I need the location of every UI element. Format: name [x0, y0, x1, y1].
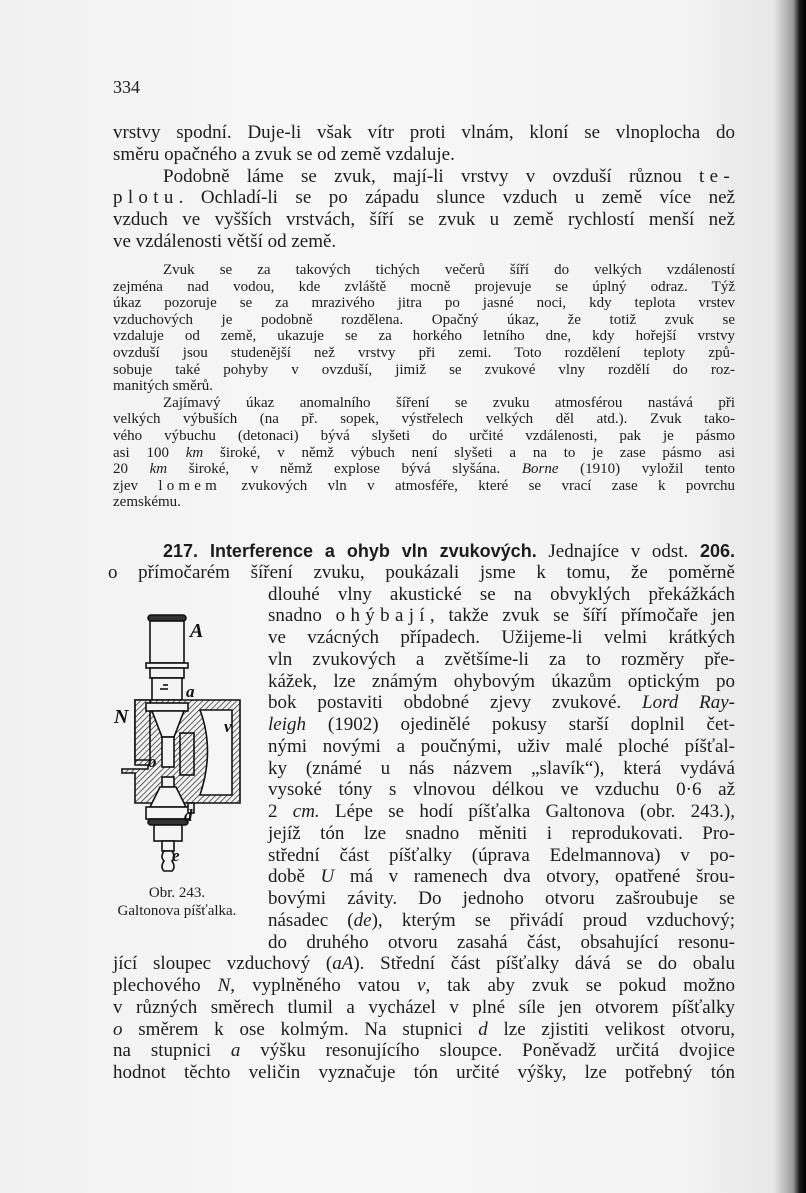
text-segment: Jednajíce v odst.	[536, 541, 700, 562]
small-line	[113, 262, 735, 278]
text-segment: o	[113, 1018, 123, 1040]
text-segment: km	[185, 444, 204, 461]
text-segment: asi 100	[113, 444, 186, 461]
text-segment: cm.	[292, 801, 320, 822]
text-segment: 20	[113, 461, 150, 478]
section-line	[268, 888, 735, 910]
section-line	[113, 540, 735, 562]
text-segment: vého výbuchu (detonaci) bývá slyšeti do určité vzdálenosti, pak je pásmo	[113, 428, 735, 444]
text-segment: nými novými a poučnými, uživ malé ploché píšťal-	[268, 735, 735, 757]
small-line	[113, 378, 735, 394]
small-line	[113, 478, 735, 494]
section-line	[268, 627, 735, 649]
text-segment: dlouhé vlny akustické se na obvyklých překážkách	[268, 583, 735, 605]
section-line	[268, 758, 735, 780]
small-line	[113, 411, 735, 427]
text-segment: vysoké tóny s vlnovou délkou ve vzduchu 0·6 až	[268, 779, 735, 801]
text-segment: hodnot těchto veličin vyznačuje tón určité výšky, lze potřebný tón	[113, 1062, 735, 1083]
text-segment: době	[268, 866, 321, 888]
label-a: a	[186, 682, 195, 701]
text-segment: ), kterým se přivádí proud vzduchový;	[371, 909, 735, 931]
text-segment: široké, v němž výbuch není slyšeti a na to je zase pásmo asi	[203, 444, 736, 461]
text-segment: (1910) vyložil tento	[558, 461, 736, 478]
page-number: 334	[113, 77, 140, 97]
section-line	[113, 953, 735, 975]
text-segment: lze zjistiti velikost otvoru,	[487, 1018, 735, 1040]
text-segment: ve vzácných případech. Užijeme-li velmi krátkých	[268, 627, 735, 648]
section-line	[268, 605, 735, 627]
text-segment: , tak aby zvuk se pokud možno	[425, 975, 735, 996]
text-segment: leigh	[268, 714, 306, 735]
text-segment: Podobně láme se zvuk, mají-li vrstvy v ovzduší různou	[163, 165, 699, 187]
text-segment: , takže zvuk se šíří přímočaře jen	[429, 605, 736, 627]
figure-caption-title: Galtonova píšťalka.	[117, 903, 237, 919]
text-segment: ohýbají	[335, 605, 430, 627]
text-segment: (1902) ojedinělé pokusy starší doplnil čet-	[306, 714, 735, 735]
text-segment: střední část píšťalky (úprava Edelmannova) v po-	[268, 844, 735, 866]
section-line	[268, 866, 735, 888]
text-segment: ). Střední část píšťalky dává se do obalu	[353, 953, 735, 975]
text-segment: manitých směrů.	[113, 378, 213, 395]
text-segment: U	[320, 866, 335, 888]
text-segment: zemskému.	[113, 494, 181, 511]
text-segment: Zajímavý úkaz anomalního šíření se zvuku atmosférou nastává při	[163, 394, 735, 411]
small-line	[113, 445, 735, 461]
text-segment: směru opačného a zvuk se od země vzdaluje.	[113, 143, 455, 165]
section-line	[268, 932, 735, 954]
text-segment: směrem k ose kolmým. Na stupnici	[122, 1018, 479, 1040]
small-line	[113, 279, 735, 295]
text-segment: d	[478, 1018, 488, 1040]
text-segment: km	[149, 461, 168, 478]
text-segment: násadec (	[268, 909, 354, 931]
text-segment: a	[230, 1040, 241, 1062]
section-line	[268, 910, 735, 932]
label-v: v	[224, 717, 232, 736]
text-segment: plechového	[113, 975, 218, 996]
section-line	[268, 692, 735, 714]
small-line	[113, 328, 735, 344]
heading-text: 206.	[699, 541, 736, 561]
section-line	[113, 997, 735, 1019]
text-segment: kážek, lze známým ohybovým úkazům optickým po	[268, 670, 735, 692]
section-line	[268, 736, 735, 758]
section-line	[268, 714, 735, 736]
section-line	[113, 1062, 735, 1084]
text-segment: zjev	[113, 477, 159, 494]
heading-text: 217. Interference a ohyb vln zvukových.	[163, 541, 537, 561]
text-segment: lomem	[158, 477, 222, 494]
para1-line	[113, 209, 735, 231]
label-o: o	[148, 752, 157, 771]
label-d: d	[184, 806, 193, 825]
text-segment: te-	[699, 165, 735, 187]
section-line	[268, 584, 735, 606]
text-segment: bovými závity. Do jednoho otvoru zašroubuje se	[268, 888, 735, 909]
text-segment: ve vzdálenosti větší od země.	[113, 231, 337, 252]
text-segment: do druhého otvoru zasahá část, obsahující resonu-	[268, 931, 735, 953]
text-segment: vzdaluje od země, ukazuje se za horkého letního dne, kdy hořejší vrstvy	[113, 328, 735, 345]
text-segment: vrstvy spodní. Duje-li však vítr proti vlnám, kloní se vlnoplocha do	[113, 122, 735, 143]
small-line	[113, 428, 735, 444]
text-segment: plotu	[113, 187, 179, 209]
text-segment: aA	[332, 953, 354, 975]
text-segment: na stupnici	[113, 1040, 231, 1062]
text-segment: Borne	[521, 461, 559, 478]
text-segment: bok postaviti obdobné zjevy zvukové.	[268, 692, 642, 714]
section-line	[268, 823, 735, 845]
text-segment: N	[217, 975, 231, 996]
galton-whistle-illustration	[100, 605, 270, 885]
text-segment: úkaz pozoruje se za mrazivého jitra po jasné noci, kdy teplota vrstev	[113, 295, 735, 312]
text-segment: široké, v němž explose bývá slyšána.	[167, 461, 522, 478]
small-line	[113, 494, 735, 510]
small-line	[113, 345, 735, 361]
para1-line	[113, 166, 735, 188]
text-segment: v různých směrech tlumil a vycházel v plné síle jen otvorem píšťalky	[113, 996, 735, 1018]
section-line	[268, 671, 735, 693]
text-segment: vln zvukových a zvětšíme-li za to rozměry pře-	[268, 648, 735, 670]
figure-galton-whistle	[100, 605, 270, 890]
text-segment: ky (známé u nás názvem „slavík“), která vydává	[268, 757, 735, 779]
section-line	[113, 1040, 735, 1062]
text-segment: výšku resonujícího sloupce. Poněvadž určitá dvojice	[240, 1040, 735, 1062]
section-line	[268, 779, 735, 801]
text-segment: zejména nad vodou, kde zvláště mocně projevuje se úplný odraz. Týž	[113, 278, 735, 295]
text-segment: zvukových vln v atmosféře, které se vrací zase k povrchu	[221, 477, 735, 494]
text-segment: 2	[268, 801, 293, 822]
small-line	[113, 312, 735, 328]
text-segment: vzduchových je podobně rozdělena. Opačný úkaz, že totiž zvuk se	[113, 311, 735, 328]
text-segment: . Ochladí-li se po západu slunce vzduch u země více než	[178, 187, 735, 209]
small-line	[113, 362, 735, 378]
text-segment: , vyplněného vatou	[230, 975, 417, 996]
text-segment: snadno	[268, 605, 336, 627]
label-A: A	[190, 620, 204, 642]
label-N: N	[114, 706, 129, 728]
para1-line	[113, 231, 735, 253]
figure-caption-number: Obr. 243.	[148, 885, 206, 901]
section-line	[268, 845, 735, 867]
text-segment: vzduch ve vyšších vrstvách, šíří se zvuk u země rychlostí menší než	[113, 209, 735, 231]
para1-line	[113, 187, 735, 209]
small-line	[113, 295, 735, 311]
text-segment: Zvuk se za takových tichých večerů šíří do velkých vzdáleností	[163, 262, 735, 278]
text-segment: Lord Ray-	[642, 692, 735, 714]
section-line	[108, 562, 735, 584]
text-segment: sobuje také pohyby v ovzduší, jimiž se zvukové vlny rozdělí do roz-	[113, 361, 735, 378]
small-line	[113, 461, 735, 477]
small-line	[113, 395, 735, 411]
text-segment: má v ramenech dva otvory, opatřené šrou-	[334, 866, 735, 888]
text-segment: de	[353, 909, 372, 931]
text-segment: jící sloupec vzduchový (	[113, 953, 333, 975]
text-segment: Lépe se hodí píšťalka Galtonova (obr. 243.),	[319, 801, 735, 822]
para1-line	[113, 122, 735, 144]
text-segment: o přímočarém šíření zvuku, poukázali jsme k tomu, že poměrně	[108, 561, 735, 583]
section-line	[268, 649, 735, 671]
section-line	[113, 1019, 735, 1041]
text-segment: ovzduší jsou studenější než vrstvy při zemi. Toto rozdělení teploty způ-	[113, 345, 735, 361]
section-line	[268, 801, 735, 823]
section-line	[113, 975, 735, 997]
para1-line	[113, 144, 735, 166]
text-segment: v	[417, 975, 426, 996]
text-segment: velkých výbuších (na př. sopek, výstřelech velkých děl atd.). Zvuk tako-	[113, 411, 735, 428]
label-e: e	[172, 846, 180, 865]
text-segment: jejíž tón lze snadno měniti i reprodukovati. Pro-	[268, 822, 735, 844]
